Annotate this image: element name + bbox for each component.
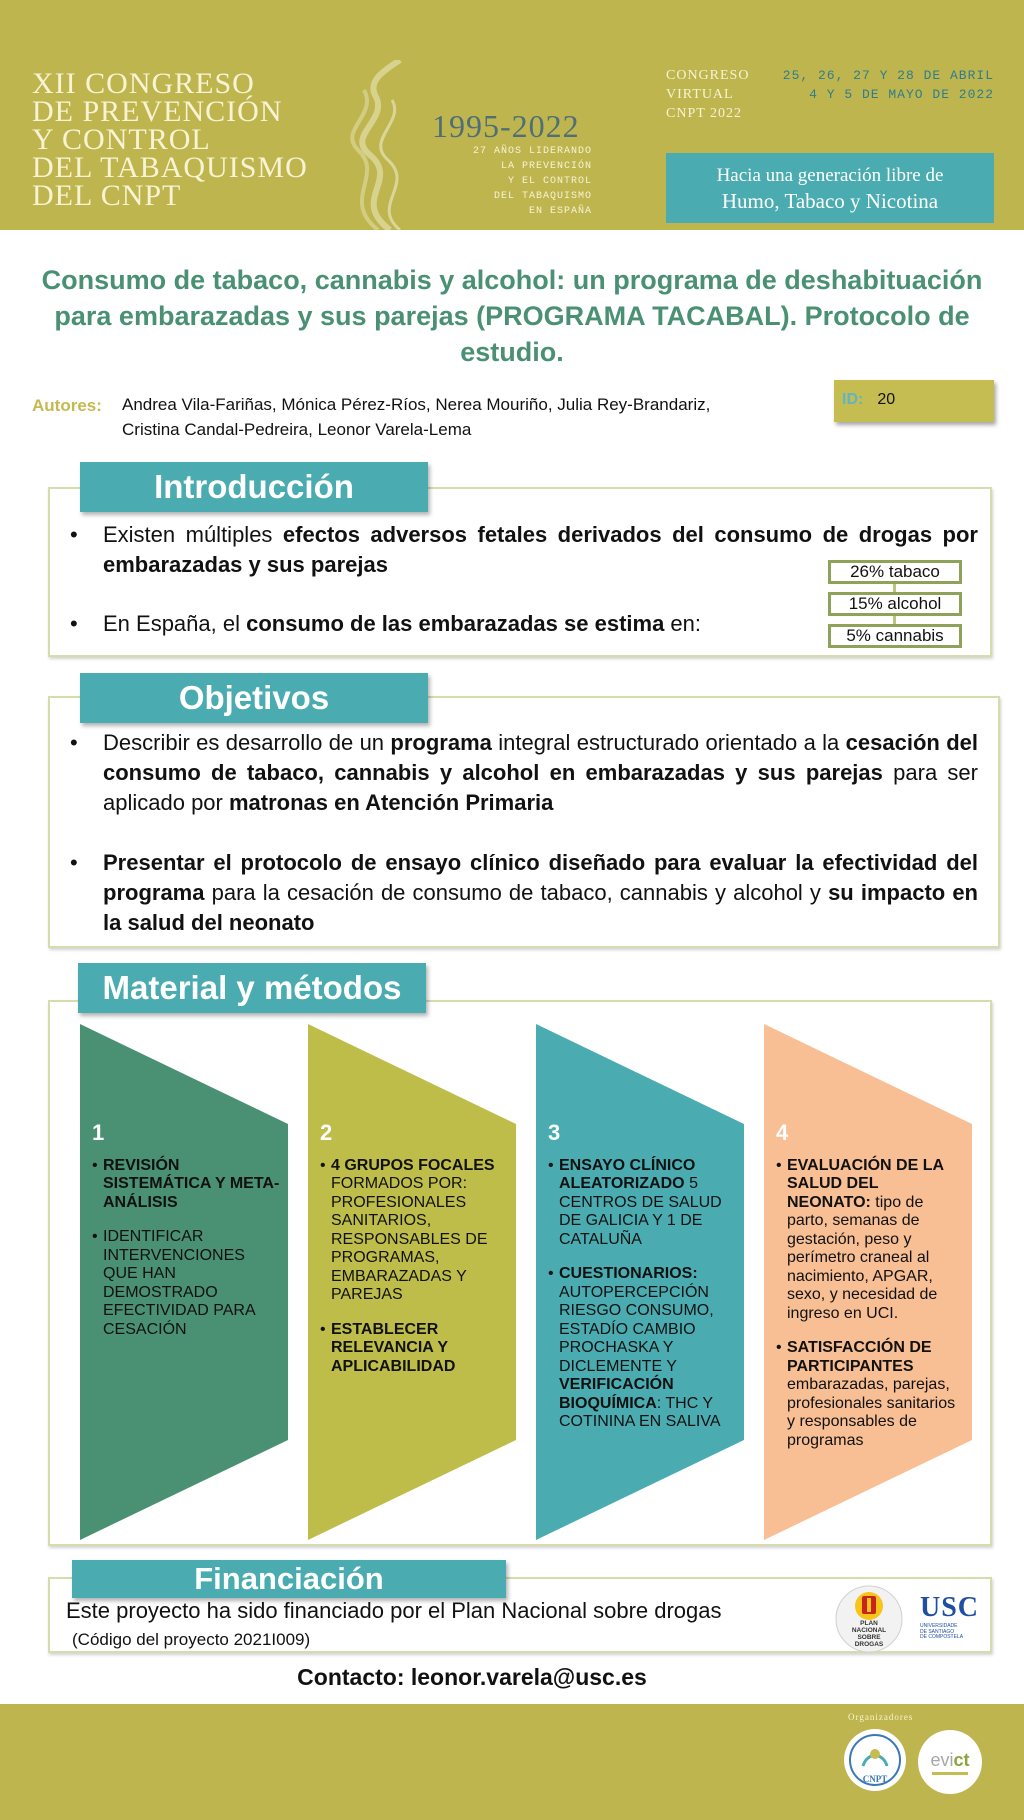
column-text-1 xyxy=(92,1120,280,1355)
cnpt-logo-text: CNPT xyxy=(862,1774,888,1784)
poster-title: Consumo de tabaco, cannabis y alcohol: un programa de deshabituación para embarazadas y sus parejas (PROGRAMA TACABAL). Protocolo de estudio. xyxy=(41,265,983,367)
list-item xyxy=(776,1339,964,1450)
column-text-4 xyxy=(776,1120,964,1466)
logo-text-line: PLAN xyxy=(860,1620,878,1627)
congress-title-line: Y CONTROL xyxy=(32,123,211,156)
slogan-line: Hacia una generación libre de xyxy=(716,165,944,186)
financiacion-heading: Financiación xyxy=(72,1560,506,1598)
logo-text-line: UNIVERSIDADE xyxy=(920,1623,958,1629)
bullet-text: Existen múltiples xyxy=(103,522,283,547)
bullet-bold-text: programa xyxy=(390,730,492,755)
years-subtitle-line: EN ESPAÑA xyxy=(528,206,592,217)
years-subtitle-line: Y EL CONTROL xyxy=(507,176,592,187)
list-item xyxy=(68,609,828,639)
bullet-bold-text: consumo de las embarazadas se estima xyxy=(246,611,665,636)
list-item xyxy=(320,1157,508,1305)
list-item xyxy=(68,848,978,938)
column-text-3 xyxy=(548,1120,736,1448)
contact-email: Contacto: leonor.varela@usc.es xyxy=(297,1664,647,1690)
bullet-text: integral estructurado orientado a la xyxy=(491,730,846,755)
plan-nacional-logo xyxy=(834,1584,904,1654)
dates-line: 4 Y 5 DE MAYO DE 2022 xyxy=(809,87,994,102)
column-bold-text: 4 GRUPOS FOCALES xyxy=(331,1156,495,1174)
authors-label: Autores: xyxy=(32,396,102,415)
virtual-line: VIRTUAL xyxy=(666,87,734,102)
dates-line: 25, 26, 27 Y 28 DE ABRIL xyxy=(782,68,994,83)
bullet-bold-text: su impacto en la salud del neonato xyxy=(103,880,978,935)
congress-title-line: DEL CNPT xyxy=(32,179,182,212)
objetivos-heading: Objetivos xyxy=(80,673,428,723)
authors-line: Andrea Vila-Fariñas, Mónica Pérez-Ríos, Nerea Mouriño, Julia Rey-Brandariz, xyxy=(122,395,711,414)
column-text: : THC Y COTININA EN SALIVA xyxy=(559,1394,721,1430)
plan-nacional-text xyxy=(834,1620,904,1648)
bullet-bold-text: efectos adversos fetales derivados del consumo de drogas por embarazadas y sus parejas xyxy=(103,522,978,577)
column-text-2 xyxy=(320,1120,508,1392)
stat-pill-alcohol: 15% alcohol xyxy=(828,592,962,616)
methods-column-4 xyxy=(764,1024,974,1540)
introduccion-bullets-2 xyxy=(68,609,828,639)
congress-title-line: XII CONGRESO xyxy=(32,67,255,100)
pill-connector xyxy=(893,616,896,624)
funding-text: Este proyecto ha sido financiado por el Plan Nacional sobre drogas xyxy=(66,1598,722,1623)
virtual-congress-label xyxy=(666,66,749,123)
years-range: 1995-2022 xyxy=(432,108,580,144)
list-item xyxy=(548,1265,736,1432)
poster-id-box xyxy=(834,380,994,422)
list-item xyxy=(92,1228,280,1339)
metodos-heading: Material y métodos xyxy=(78,963,426,1013)
authors-list xyxy=(122,392,822,442)
column-bold-text: SATISFACCIÓN DE PARTICIPANTES xyxy=(787,1339,932,1375)
evict-underline xyxy=(932,1772,968,1775)
slogan-banner xyxy=(666,153,994,223)
logo-text-line: DE COMPOSTELA xyxy=(920,1634,964,1640)
column-list xyxy=(320,1157,508,1377)
usc-subtitle xyxy=(920,1624,990,1641)
column-bold-text: CUESTIONARIOS: xyxy=(559,1265,698,1282)
id-value: 20 xyxy=(877,391,896,408)
usc-logo xyxy=(920,1592,990,1640)
list-item xyxy=(92,1157,280,1213)
virtual-line: CONGRESO xyxy=(666,68,750,83)
logo-text-line: DROGAS xyxy=(854,1641,884,1648)
bullet-bold-text: cesación del consumo de tabaco, cannabis y alcohol en embarazadas y sus parejas xyxy=(103,730,978,785)
pill-connector xyxy=(893,584,896,592)
bullet-text: Describir es desarrollo de un xyxy=(103,730,391,755)
evict-wordmark xyxy=(918,1750,982,1771)
column-bold-text: EVALUACIÓN DE LA SALUD DEL NEONATO: xyxy=(787,1156,944,1211)
cnpt-logo xyxy=(843,1728,907,1792)
column-list xyxy=(776,1157,964,1451)
column-bold-text: ESTABLECER RELEVANCIA Y APLICABILIDAD xyxy=(331,1320,456,1375)
column-text: FORMADOS POR: PROFESIONALES SANITARIOS, RESPONSABLES DE PROGRAMAS, EMBARAZADAS Y PAREJAS xyxy=(331,1175,488,1303)
header-band xyxy=(0,0,1024,230)
column-number: 1 xyxy=(92,1120,105,1145)
column-bold-text: REVISIÓN SISTEMÁTICA Y META-ANÁLISIS xyxy=(103,1156,280,1211)
stat-pill-tabaco: 26% tabaco xyxy=(828,560,962,584)
column-bold-text: ENSAYO CLÍNICO ALEATORIZADO xyxy=(559,1156,696,1192)
authors-line: Cristina Candal-Pedreira, Leonor Varela-Lema xyxy=(122,420,472,439)
congress-title xyxy=(32,67,308,212)
congress-title-line: DE PREVENCIÓN xyxy=(32,95,283,128)
column-text: IDENTIFICAR INTERVENCIONES QUE HAN DEMOSTRADO EFECTIVIDAD PARA CESACIÓN xyxy=(103,1228,255,1338)
logo-text-line: DE SANTIAGO xyxy=(920,1628,955,1635)
logo-text-line: SOBRE xyxy=(857,1634,881,1641)
list-item xyxy=(548,1157,736,1250)
usc-wordmark: USC xyxy=(920,1592,980,1623)
column-text: AUTOPERCEPCIÓN RIESGO CONSUMO, ESTADÍO CAMBIO PROCHASKA Y DICLEMENTE Y xyxy=(559,1283,714,1375)
organizers-label: Organizadores xyxy=(848,1712,914,1722)
column-number: 4 xyxy=(776,1120,789,1145)
years-subtitle-line: LA PREVENCIÓN xyxy=(500,161,592,172)
bullet-text: En España, el xyxy=(103,611,247,636)
column-list xyxy=(548,1157,736,1432)
column-number: 3 xyxy=(548,1120,561,1145)
virtual-line: CNPT 2022 xyxy=(666,106,743,121)
list-item xyxy=(776,1157,964,1324)
stat-pill-cannabis: 5% cannabis xyxy=(828,624,962,648)
bullet-bold-text: matronas en Atención Primaria xyxy=(228,790,554,815)
column-text: 5 CENTROS DE SALUD DE GALICIA Y 1 DE CATALUÑA xyxy=(559,1175,722,1248)
congress-dates xyxy=(760,66,994,104)
years-subtitle-line: DEL TABAQUISMO xyxy=(493,191,592,202)
bullet-text: para ser aplicado por xyxy=(103,760,978,815)
bullet-text: en: xyxy=(664,611,702,636)
column-number: 2 xyxy=(320,1120,333,1145)
column-bold-text: VERIFICACIÓN BIOQUÍMICA xyxy=(559,1376,674,1412)
methods-column-3 xyxy=(536,1024,746,1540)
bullet-bold-text: Presentar el protocolo de ensayo clínico diseñado para evaluar la efectividad del programa xyxy=(103,850,978,905)
methods-column-1 xyxy=(80,1024,290,1540)
slogan-line: Humo, Tabaco y Nicotina xyxy=(721,189,939,213)
evict-text-b: ct xyxy=(953,1750,970,1770)
column-text: tipo de parto, semanas de gestación, peso y perímetro craneal al nacimiento, APGAR, sexo, y necesidad de ingreso en UCI. xyxy=(787,1193,938,1322)
column-list xyxy=(92,1157,280,1340)
smoke-decoration-icon xyxy=(330,60,420,230)
years-subtitle-line: 27 AÑOS LIDERANDO xyxy=(472,146,592,157)
column-text: embarazadas, parejas, profesionales sanitarios y responsables de programas xyxy=(787,1376,956,1449)
evict-text-a: evi xyxy=(930,1750,954,1770)
list-item xyxy=(68,728,978,818)
objetivos-bullets xyxy=(68,728,978,938)
funding-code: (Código del proyecto 2021I009) xyxy=(72,1630,311,1649)
id-label: ID: xyxy=(842,391,864,408)
list-item xyxy=(320,1321,508,1377)
logo-text-line: NACIONAL xyxy=(851,1627,887,1634)
congress-title-line: DEL TABAQUISMO xyxy=(32,151,308,184)
bullet-text: para la cesación de consumo de tabaco, cannabis y alcohol y xyxy=(204,880,829,905)
evict-logo xyxy=(918,1730,982,1794)
introduccion-heading: Introducción xyxy=(80,462,428,512)
years-subtitle xyxy=(432,144,592,219)
methods-column-2 xyxy=(308,1024,518,1540)
